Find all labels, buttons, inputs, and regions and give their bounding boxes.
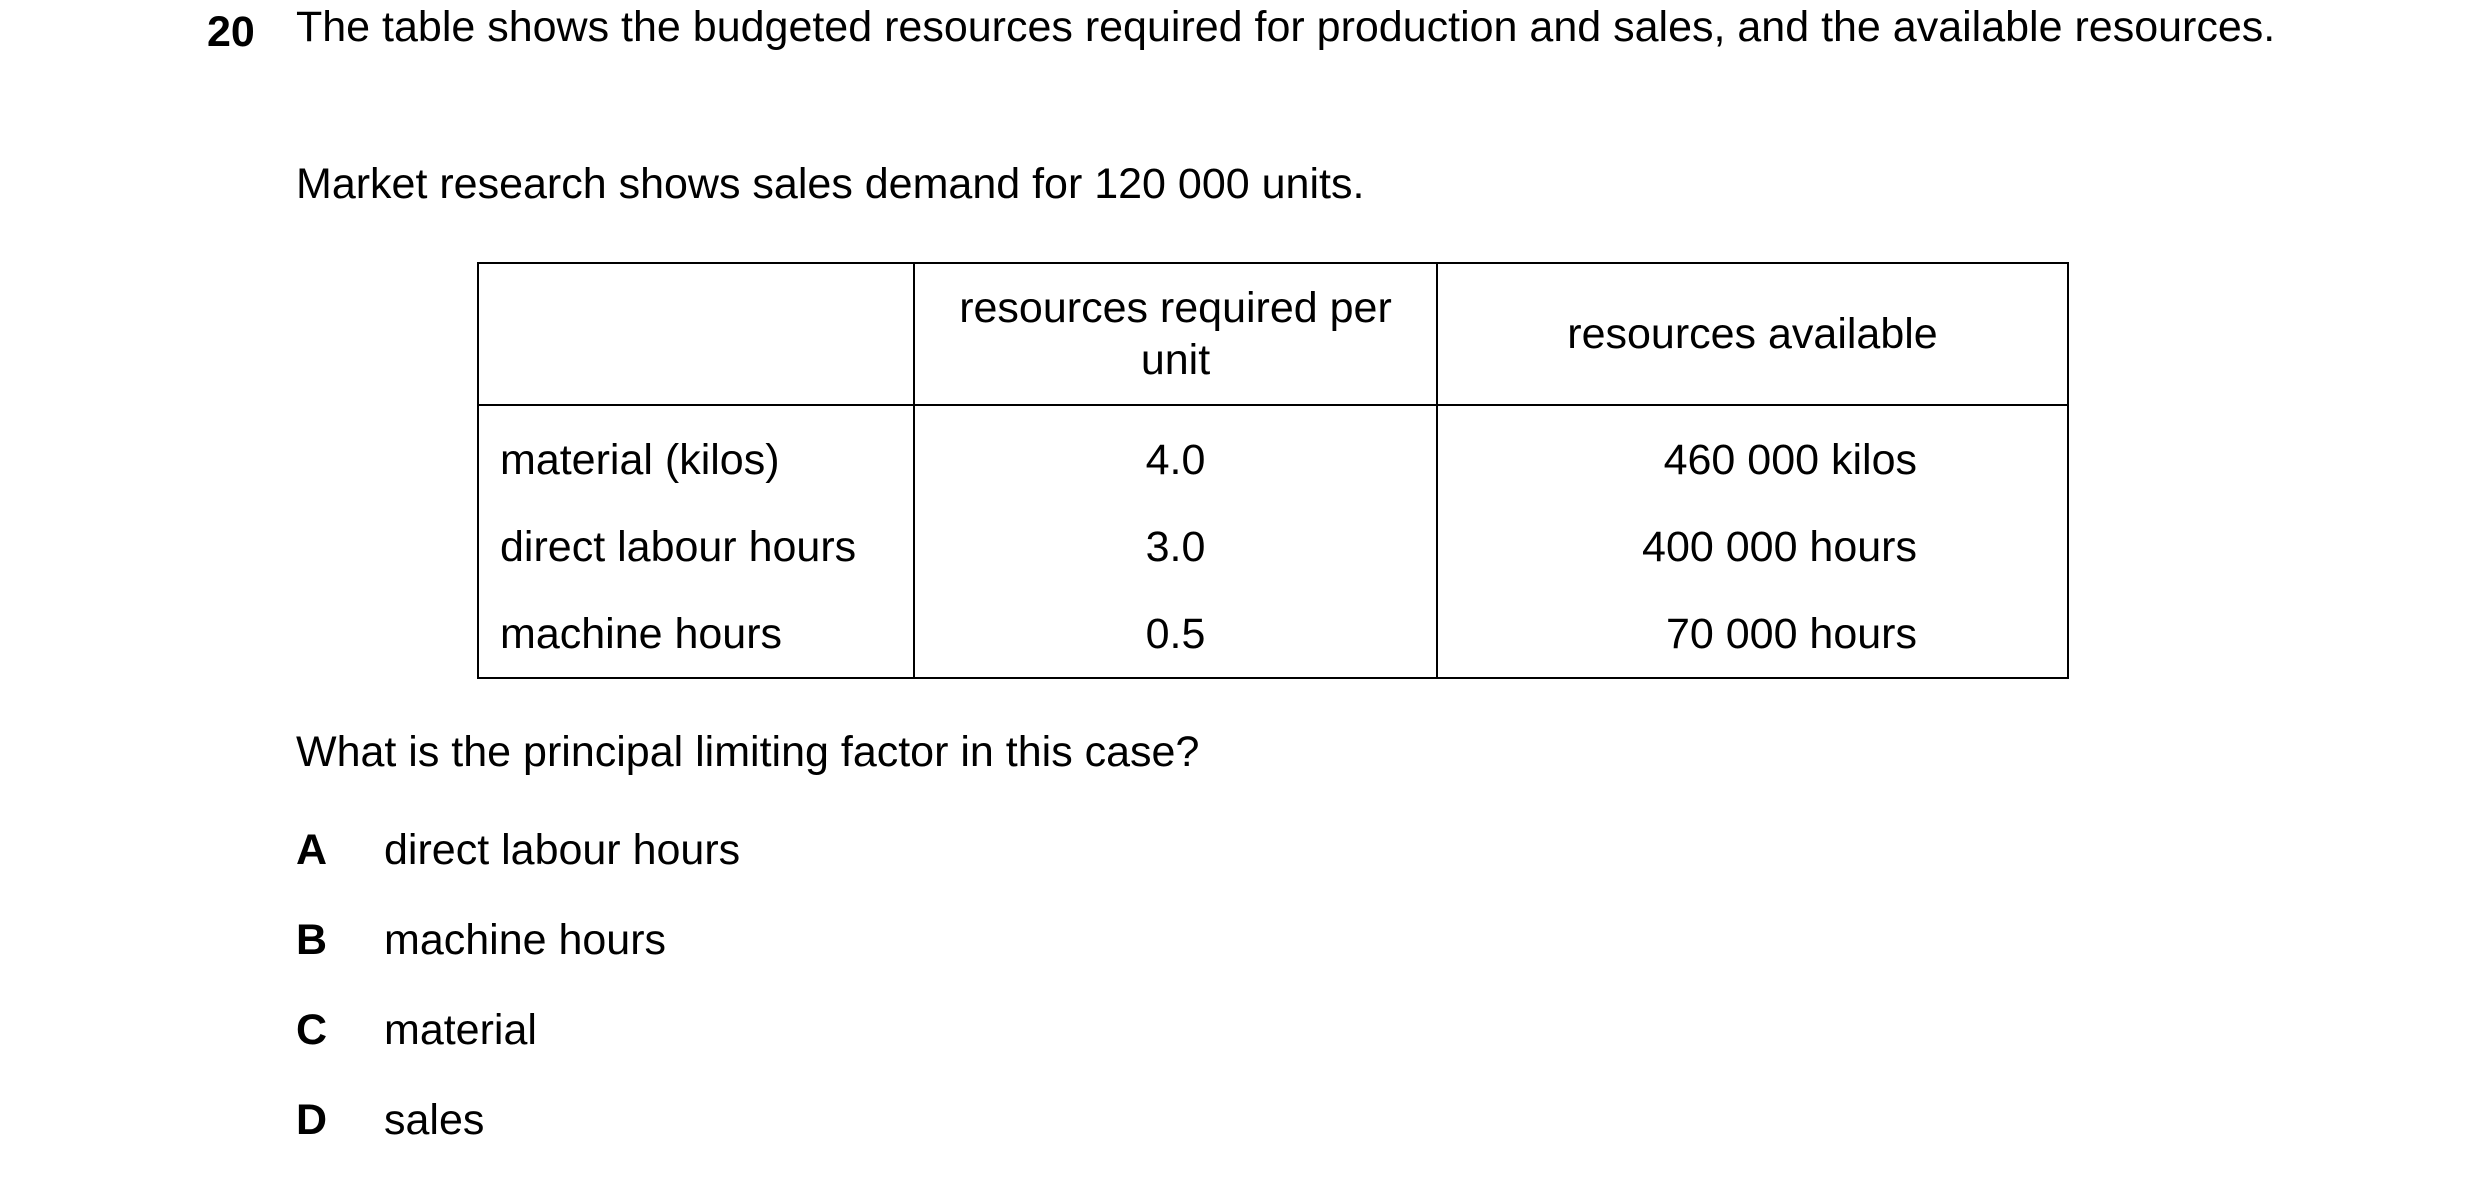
option-b[interactable] [296, 910, 740, 1000]
header-cell-available: resources available [1437, 263, 2068, 405]
option-c[interactable] [296, 1000, 740, 1090]
option-a[interactable] [296, 820, 740, 910]
answer-options [296, 820, 740, 1180]
option-letter: A [296, 826, 328, 874]
option-text: direct labour hours [384, 826, 741, 874]
table-row [478, 590, 2068, 678]
market-research-statement: Market research shows sales demand for 120 000 units. [296, 160, 1365, 208]
header-cell-required: resources required per unit [914, 263, 1437, 405]
option-letter: D [296, 1096, 328, 1144]
option-text: material [384, 1006, 537, 1054]
table-header-row [478, 263, 2068, 405]
row-label: material (kilos) [478, 405, 914, 503]
row-per-unit: 0.5 [914, 590, 1437, 678]
row-available: 460 000 kilos [1437, 405, 2068, 503]
question-number: 20 [207, 8, 255, 56]
option-d[interactable] [296, 1090, 740, 1180]
table-row [478, 405, 2068, 503]
table-row [478, 503, 2068, 590]
question-prompt: What is the principal limiting factor in this case? [296, 728, 1200, 776]
resources-table [477, 262, 2069, 679]
option-letter: C [296, 1006, 328, 1054]
row-available: 400 000 hours [1437, 503, 2068, 590]
row-label: direct labour hours [478, 503, 914, 590]
row-per-unit: 3.0 [914, 503, 1437, 590]
option-text: machine hours [384, 916, 667, 964]
row-available: 70 000 hours [1437, 590, 2068, 678]
question-intro: The table shows the budgeted resources required for production and sales, and the available resources. [296, 3, 2276, 51]
option-letter: B [296, 916, 328, 964]
row-label: machine hours [478, 590, 914, 678]
option-text: sales [384, 1096, 485, 1144]
row-per-unit: 4.0 [914, 405, 1437, 503]
header-cell-empty [478, 263, 914, 405]
